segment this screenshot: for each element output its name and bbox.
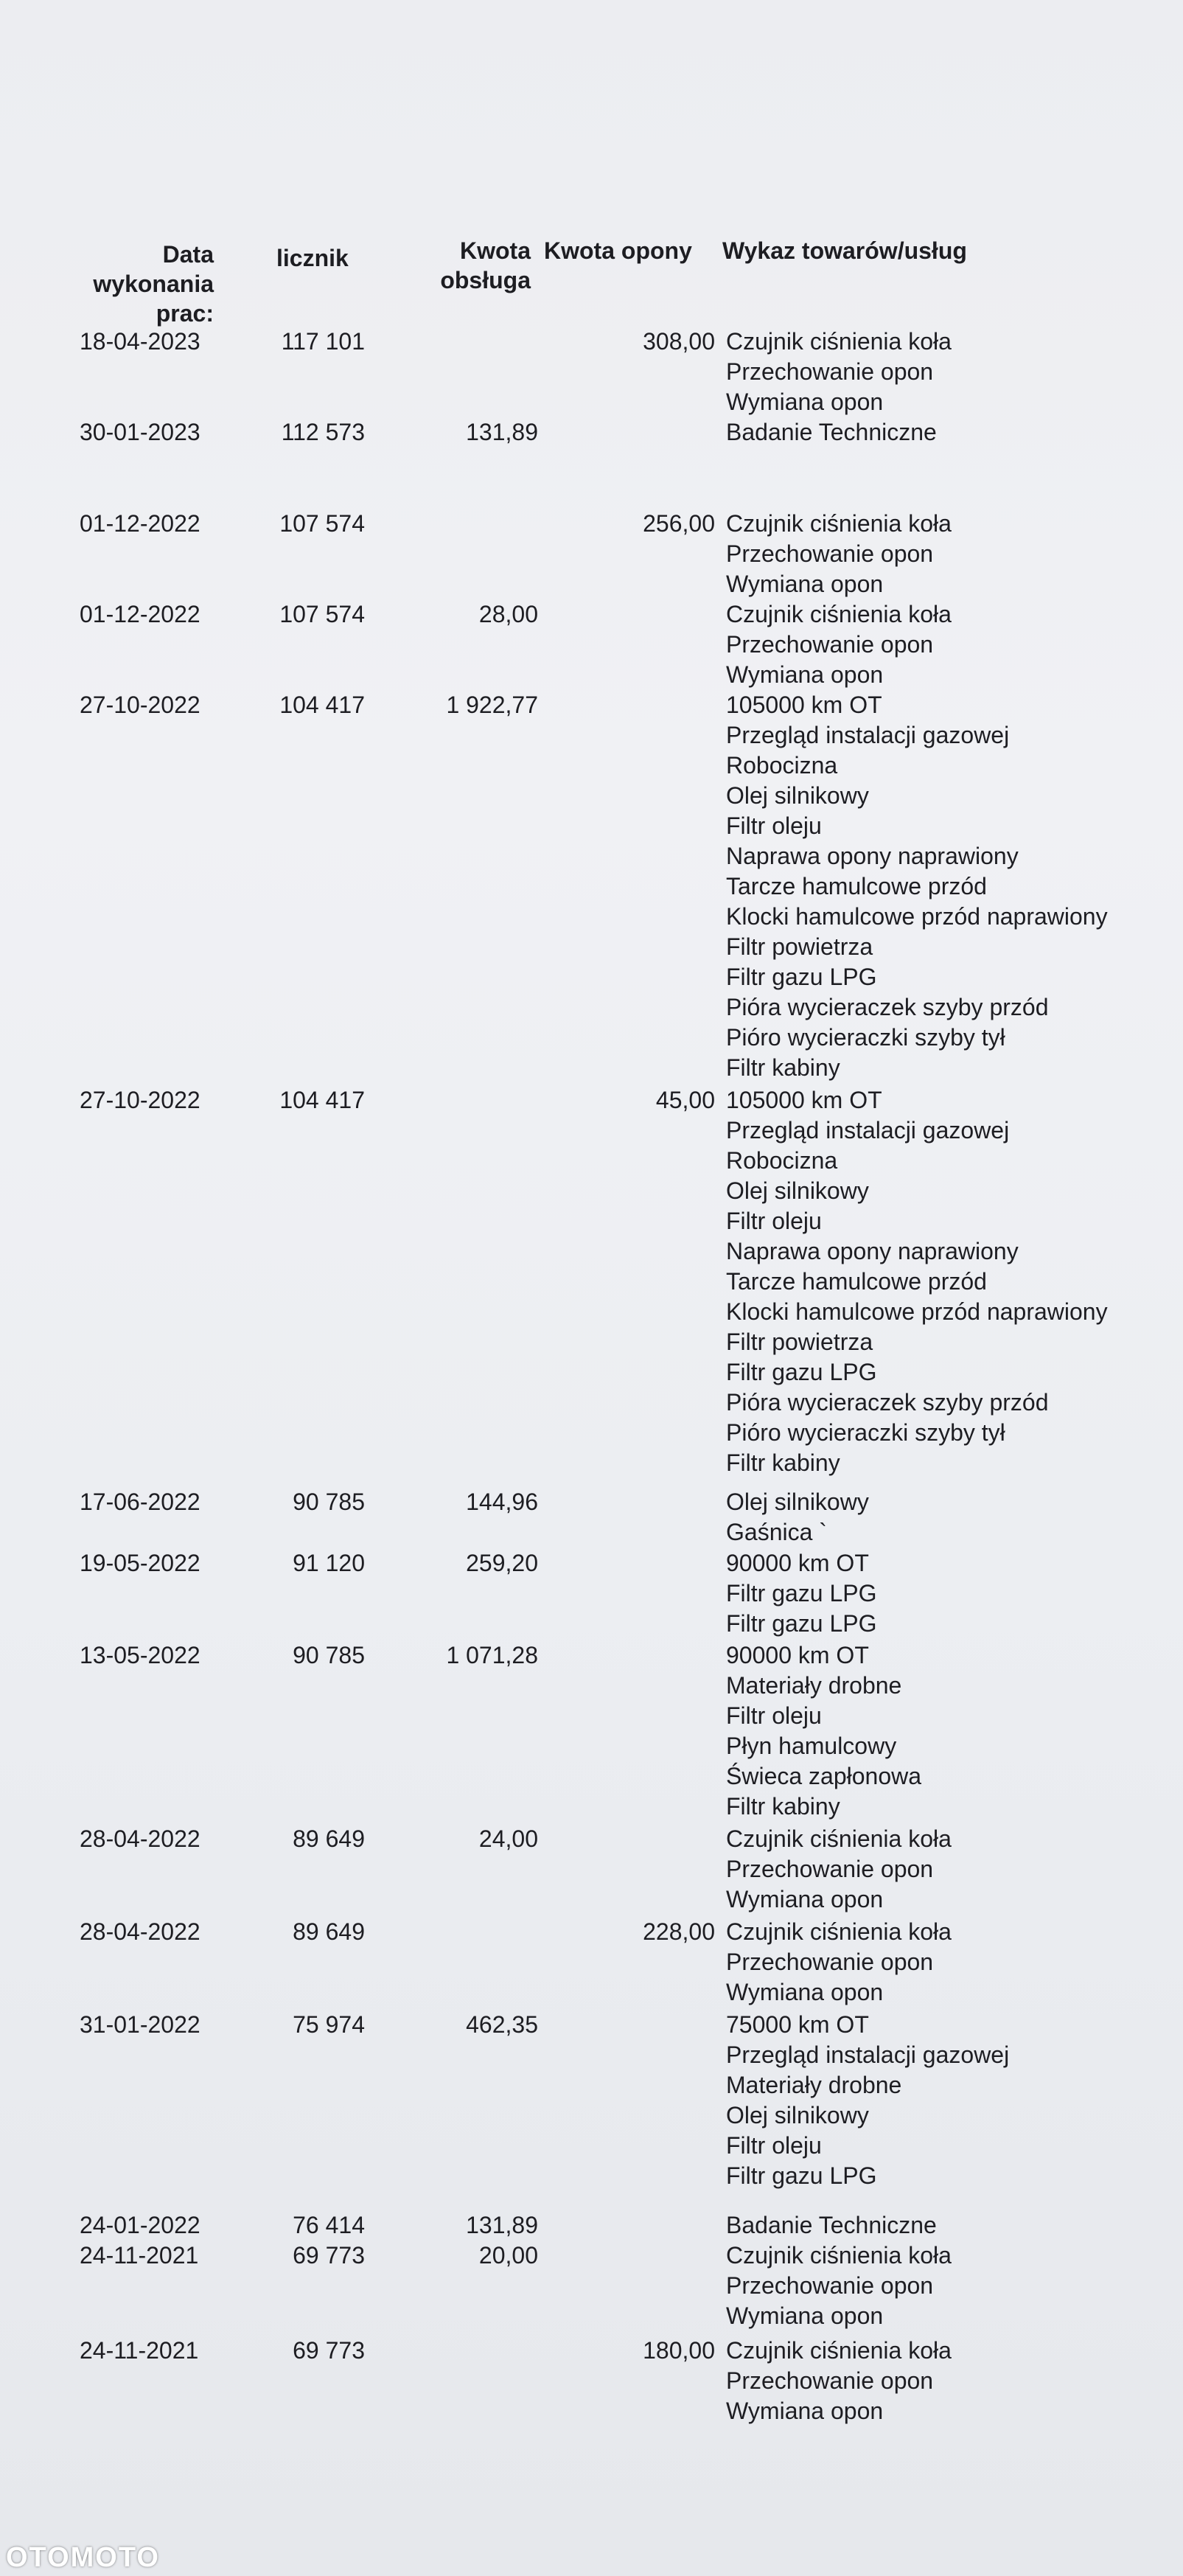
- entry-tire-amount: 228,00: [643, 1918, 715, 1945]
- entry-item: Gaśnica `: [726, 1519, 827, 1545]
- entry-meter: 89 649: [293, 1918, 365, 1945]
- entry-items-list: [726, 509, 1168, 599]
- entry-tire-amount: 45,00: [655, 1087, 715, 1113]
- entry-date: 31-01-2022: [80, 2011, 200, 2038]
- entry-item: Przechowanie opon: [726, 2367, 934, 2394]
- entry-date: 18-04-2023: [80, 328, 200, 355]
- entry-item: Filtr gazu LPG: [726, 1610, 877, 1637]
- entry-item: Filtr oleju: [726, 1208, 822, 1234]
- entry-item: Klocki hamulcowe przód naprawiony: [726, 903, 1108, 930]
- entry-items-list: [726, 417, 1168, 448]
- entry-item: Wymiana opon: [726, 389, 884, 415]
- entry-item: Filtr oleju: [726, 1702, 822, 1729]
- entry-item: 90000 km OT: [726, 1550, 869, 1576]
- entry-date: 27-10-2022: [80, 1087, 200, 1113]
- entry-item: Klocki hamulcowe przód naprawiony: [726, 1298, 1108, 1325]
- entry-item: Przegląd instalacji gazowej: [726, 1117, 1010, 1143]
- header-service-line: obsługa: [440, 267, 531, 293]
- entry-service-amount: 1 922,77: [446, 692, 538, 718]
- entry-item: Czujnik ciśnienia koła: [726, 510, 952, 537]
- entry-item: Przechowanie opon: [726, 1856, 934, 1882]
- entry-item: Materiały drobne: [726, 2072, 902, 2098]
- entry-service-amount: 131,89: [466, 419, 538, 445]
- entry-item: Czujnik ciśnienia koła: [726, 2242, 952, 2269]
- entry-item: Wymiana opon: [726, 2398, 884, 2424]
- entry-item: Pióro wycieraczki szyby tył: [726, 1419, 1005, 1446]
- entry-date: 27-10-2022: [80, 692, 200, 718]
- entry-item: Tarcze hamulcowe przód: [726, 1268, 987, 1295]
- header-service-line: Kwota: [460, 237, 531, 264]
- entry-item: Świeca zapłonowa: [726, 1763, 922, 1789]
- entry-meter: 107 574: [279, 510, 365, 537]
- entry-item: Płyn hamulcowy: [726, 1733, 897, 1759]
- entry-item: Filtr oleju: [726, 812, 822, 839]
- entry-item: Robocizna: [726, 752, 838, 779]
- entry-meter: 90 785: [293, 1642, 365, 1668]
- entry-item: Przegląd instalacji gazowej: [726, 722, 1010, 748]
- entry-item: 90000 km OT: [726, 1642, 869, 1668]
- entry-service-amount: 28,00: [478, 601, 538, 627]
- entry-item: Czujnik ciśnienia koła: [726, 328, 952, 355]
- entry-meter: 91 120: [293, 1550, 365, 1576]
- entry-item: Filtr kabiny: [726, 1449, 840, 1476]
- entry-meter: 107 574: [279, 601, 365, 627]
- entry-item: Wymiana opon: [726, 1886, 884, 1912]
- entry-date: 01-12-2022: [80, 601, 200, 627]
- entry-service-amount: 259,20: [466, 1550, 538, 1576]
- entry-item: Wymiana opon: [726, 571, 884, 597]
- watermark-logo: OTOMOTO: [6, 2542, 160, 2573]
- entry-date: 24-01-2022: [80, 2212, 200, 2238]
- entry-item: Olej silnikowy: [726, 2102, 869, 2128]
- entry-item: Tarcze hamulcowe przód: [726, 873, 987, 899]
- entry-meter: 104 417: [279, 1087, 365, 1113]
- entry-meter: 104 417: [279, 692, 365, 718]
- entry-tire-amount: 180,00: [643, 2337, 715, 2364]
- entry-meter: 69 773: [293, 2337, 365, 2364]
- entry-date: 24-11-2021: [80, 2242, 199, 2269]
- entry-item: Czujnik ciśnienia koła: [726, 601, 952, 627]
- header-date-line: prac:: [156, 300, 214, 327]
- header-meter: licznik: [276, 245, 349, 271]
- entry-item: Przechowanie opon: [726, 540, 934, 567]
- entry-items-list: [726, 1487, 1168, 1548]
- entry-items-list: [726, 1085, 1168, 1478]
- entry-service-amount: 1 071,28: [446, 1642, 538, 1668]
- entry-meter: 76 414: [293, 2212, 365, 2238]
- entry-date: 28-04-2022: [80, 1825, 200, 1852]
- entry-item: Czujnik ciśnienia koła: [726, 2337, 952, 2364]
- entry-date: 19-05-2022: [80, 1550, 200, 1576]
- entry-service-amount: 24,00: [478, 1825, 538, 1852]
- entry-date: 28-04-2022: [80, 1918, 200, 1945]
- header-date-line: Data: [162, 241, 214, 268]
- entry-items-list: [726, 1824, 1168, 1915]
- header-items: Wykaz towarów/usług: [722, 237, 967, 264]
- entry-item: Czujnik ciśnienia koła: [726, 1825, 952, 1852]
- entry-item: Filtr gazu LPG: [726, 964, 877, 990]
- entry-item: Filtr oleju: [726, 2132, 822, 2159]
- entry-item: Pióra wycieraczek szyby przód: [726, 1389, 1049, 1416]
- entry-item: Naprawa opony naprawiony: [726, 843, 1019, 869]
- entry-meter: 112 573: [281, 419, 365, 445]
- entry-item: Filtr powietrza: [726, 933, 873, 960]
- entry-items-list: [726, 690, 1168, 1083]
- entry-item: Pióro wycieraczki szyby tył: [726, 1024, 1005, 1051]
- entry-items-list: [726, 1548, 1168, 1639]
- entry-items-list: [726, 327, 1168, 417]
- entry-tire-amount: 308,00: [643, 328, 715, 355]
- entry-item: Filtr powietrza: [726, 1329, 873, 1355]
- entry-item: Filtr gazu LPG: [726, 1359, 877, 1385]
- entry-date: 24-11-2021: [80, 2337, 199, 2364]
- entry-items-list: [726, 2241, 1168, 2331]
- entry-item: Filtr kabiny: [726, 1793, 840, 1820]
- entry-item: Wymiana opon: [726, 661, 884, 688]
- entry-meter: 69 773: [293, 2242, 365, 2269]
- entry-item: Wymiana opon: [726, 1979, 884, 2005]
- entry-service-amount: 462,35: [466, 2011, 538, 2038]
- entry-service-amount: 144,96: [466, 1489, 538, 1515]
- entry-items-list: [726, 1917, 1168, 2008]
- entry-items-list: [726, 2210, 1168, 2241]
- entry-item: Przechowanie opon: [726, 1949, 934, 1975]
- entry-item: Badanie Techniczne: [726, 419, 937, 445]
- entry-date: 30-01-2023: [80, 419, 200, 445]
- entry-items-list: [726, 599, 1168, 690]
- header-date-line: wykonania: [93, 271, 214, 297]
- entry-date: 01-12-2022: [80, 510, 200, 537]
- entry-items-list: [726, 2010, 1168, 2191]
- entry-item: Olej silnikowy: [726, 782, 869, 809]
- entry-item: 75000 km OT: [726, 2011, 869, 2038]
- entry-items-list: [726, 1640, 1168, 1822]
- entry-date: 13-05-2022: [80, 1642, 200, 1668]
- entry-item: Przechowanie opon: [726, 358, 934, 385]
- entry-item: Wymiana opon: [726, 2302, 884, 2329]
- entry-item: Przechowanie opon: [726, 2272, 934, 2299]
- entry-item: Olej silnikowy: [726, 1177, 869, 1204]
- entry-item: Olej silnikowy: [726, 1489, 869, 1515]
- entry-item: Przechowanie opon: [726, 631, 934, 658]
- entry-tire-amount: 256,00: [643, 510, 715, 537]
- entry-item: Przegląd instalacji gazowej: [726, 2041, 1010, 2068]
- entry-item: Materiały drobne: [726, 1672, 902, 1699]
- entry-item: Filtr gazu LPG: [726, 1580, 877, 1606]
- entry-date: 17-06-2022: [80, 1489, 200, 1515]
- entry-item: Czujnik ciśnienia koła: [726, 1918, 952, 1945]
- entry-meter: 117 101: [281, 328, 365, 355]
- entry-service-amount: 131,89: [466, 2212, 538, 2238]
- entry-service-amount: 20,00: [478, 2242, 538, 2269]
- entry-item: Naprawa opony naprawiony: [726, 1238, 1019, 1264]
- entry-item: Robocizna: [726, 1147, 838, 1174]
- entry-item: 105000 km OT: [726, 1087, 882, 1113]
- entry-item: Badanie Techniczne: [726, 2212, 937, 2238]
- entry-item: Pióra wycieraczek szyby przód: [726, 994, 1049, 1020]
- entry-item: 105000 km OT: [726, 692, 882, 718]
- entry-meter: 90 785: [293, 1489, 365, 1515]
- header-tire-amount: Kwota opony: [544, 237, 692, 264]
- entry-item: Filtr gazu LPG: [726, 2162, 877, 2189]
- entry-meter: 75 974: [293, 2011, 365, 2038]
- entry-item: Filtr kabiny: [726, 1054, 840, 1081]
- entry-meter: 89 649: [293, 1825, 365, 1852]
- entry-items-list: [726, 2336, 1168, 2426]
